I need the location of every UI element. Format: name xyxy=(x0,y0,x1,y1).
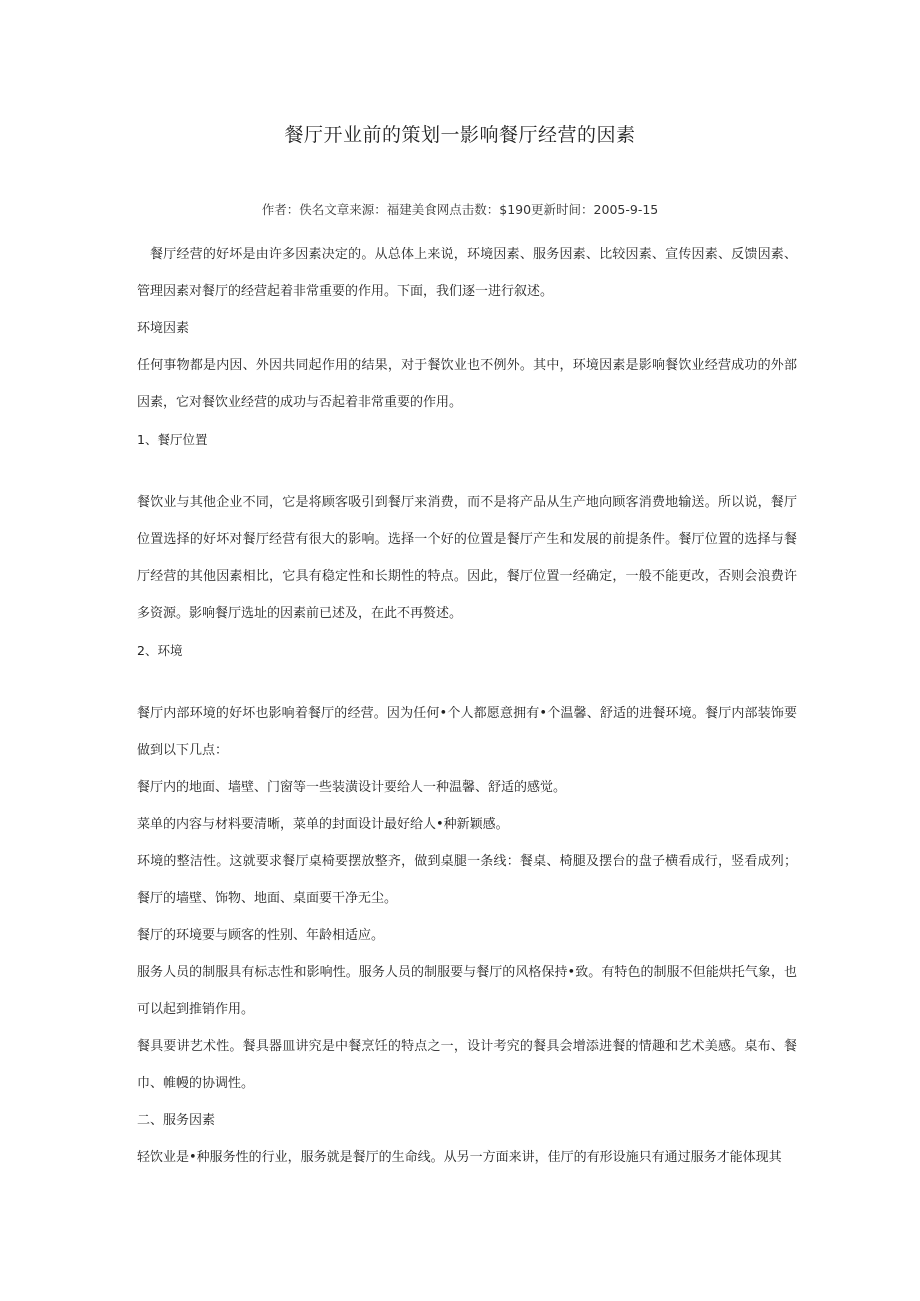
spacer xyxy=(137,669,797,695)
list-item: 环境的整洁性。这就要求餐厅桌椅要摆放整齐，做到桌腿一条线：餐桌、椅腿及摆台的盘子横看成行，竖看成列；餐厅的墙壁、饰物、地面、桌面要干净无尘。 xyxy=(137,854,797,906)
list-item: 服务人员的制服具有标志性和影响性。服务人员的制服要与餐厅的风格保持•致。有特色的制服不但能烘托气象，也可以起到推销作用。 xyxy=(137,965,797,1017)
list-item: 菜单的内容与材料要清晰，菜单的封面设计最好给人•种新颖感。 xyxy=(137,817,509,832)
document-title: 餐厅开业前的策划一影响餐厅经营的因素 xyxy=(284,124,636,146)
list-item: 餐厅的环境要与顾客的性别、年龄相适应。 xyxy=(137,928,385,943)
spacer xyxy=(137,458,797,484)
list-item: 餐厅内的地面、墙壁、门窗等一些装潢设计要给人一种温馨、舒适的感觉。 xyxy=(137,780,567,795)
list-item: 餐具要讲艺术性。餐具器皿讲究是中餐烹饪的特点之一，设计考究的餐具会增添进餐的情趣和艺术美感。桌布、餐巾、帷幔的协调性。 xyxy=(137,1039,797,1091)
environment-paragraph: 餐厅内部环境的好坏也影响着餐厅的经营。因为任何•个人都愿意拥有•个温馨、舒适的进餐环境。餐厅内部装饰要做到以下几点： xyxy=(137,706,797,758)
section-heading-environment-sub: 2、环境 xyxy=(137,643,183,658)
environment-intro-paragraph: 任何事物都是内因、外因共同起作用的结果，对于餐饮业也不例外。其中，环境因素是影响餐饮业经营成功的外部因素，它对餐饮业经营的成功与否起着非常重要的作用。 xyxy=(137,358,797,410)
location-paragraph: 餐饮业与其他企业不同，它是将顾客吸引到餐厅来消费，而不是将产品从生产地向顾客消费地输送。所以说，餐厅位置选择的好坏对餐厅经营有很大的影响。选择一个好的位置是餐厅产生和发展的前提条件。餐厅位置的选择与餐厅经营的其他因素相比，它具有稳定性和长期性的特点。因此，餐厅位置一经确定，一般不能更改，否则会浪费许多资源。影响餐厅选址的因素前已述及，在此不再赘述。 xyxy=(137,495,797,621)
section-heading-service: 二、服务因素 xyxy=(137,1113,216,1128)
article-meta: 作者：佚名文章来源：福建美食网点击数：$190更新时间：2005-9-15 xyxy=(261,202,659,217)
intro-paragraph: 餐厅经营的好坏是由许多因素决定的。从总体上来说，环境因素、服务因素、比较因素、宣传因素、反馈因素、管理因素对餐厅的经营起着非常重要的作用。下面，我们逐一进行叙述。 xyxy=(137,247,797,299)
section-heading-environment: 环境因素 xyxy=(137,321,190,336)
service-paragraph: 轻饮业是•种服务性的行业，服务就是餐厅的生命线。从另一方面来讲，佳厅的有形设施只有通过服务才能体现其 xyxy=(137,1150,782,1165)
section-heading-location: 1、餐厅位置 xyxy=(137,432,208,447)
article-body xyxy=(137,236,797,1176)
